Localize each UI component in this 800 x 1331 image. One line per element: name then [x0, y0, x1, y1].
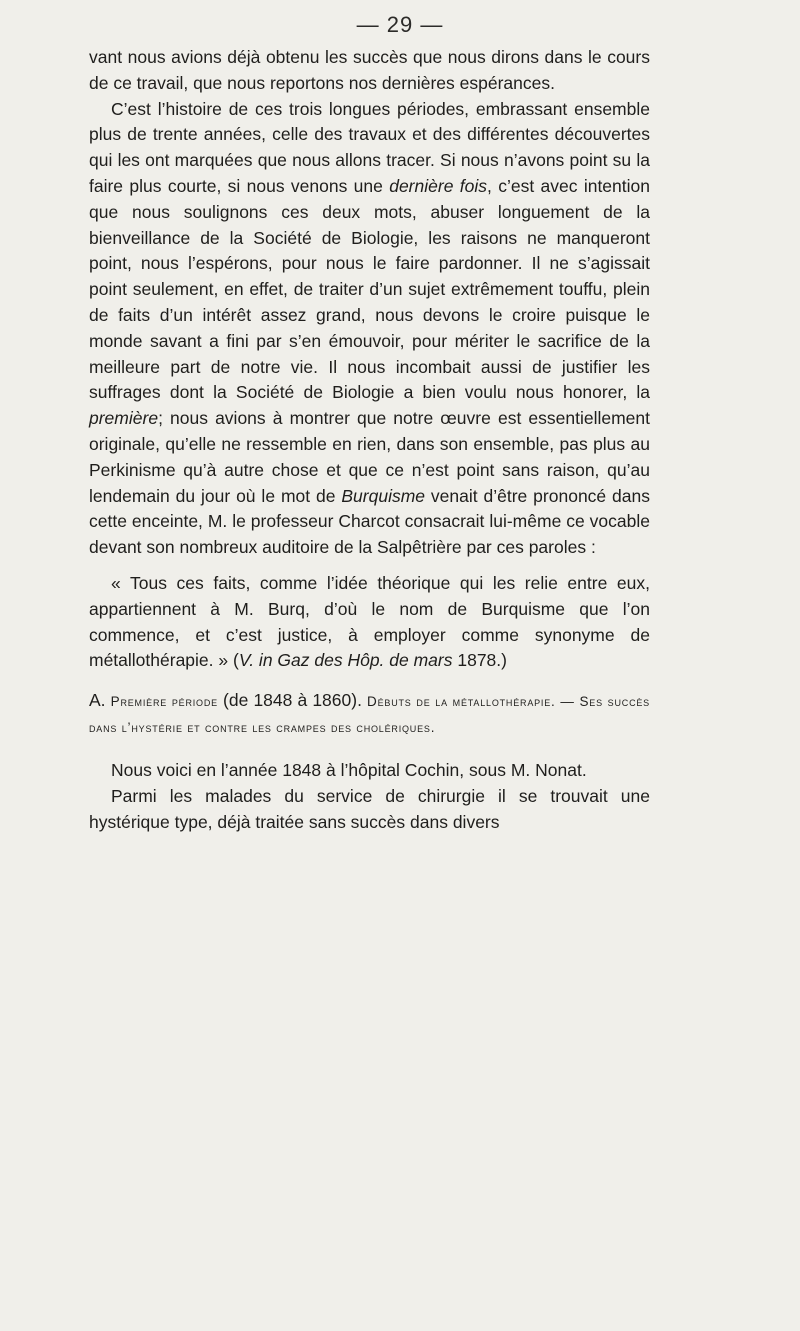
body-text: [89, 45, 650, 836]
section-dates: (de 1848 à 1860).: [217, 690, 368, 711]
paragraph-history-text-2: , c’est avec intention que nous soulignons ces deux mots, abuser longuement de la bienveillance de la Société de Biologie, les raisons ne manqueront point, nous l’espérons, pour nous le faire pardonner. Il ne s’agissait point seulement, en effet, de traiter d’un sujet extrêmement touffu, plein de faits d’un intérêt assez grand, nous devons le croire puisque le monde savant a fini par s’en émouvoir, pour mériter le sacrifice de la meilleure part de notre vie. Il nous incombait aussi de justifier les suffrages dont la Société de Biologie a bien voulu nous honorer, la: [89, 175, 650, 403]
paragraph-continuation: vant nous avions déjà obtenu les succès que nous dirons dans le cours de ce travail, que nous reportons nos dernières espérances.: [89, 47, 650, 93]
paragraph-malades: Parmi les malades du service de chirurgie il se trouvait une hystérique type, déjà traitée sans succès dans divers: [89, 785, 650, 832]
paragraph-history-text-1: C’est l’histoire de ces trois longues périodes, embrassant ensemble plus de trente années, celle des travaux et des différentes découvertes qui les ont marquées que nous allons tracer. Si nous n’avons point su la faire plus courte, si nous venons une: [89, 98, 650, 196]
section-title-debuts: Débuts de la métallothérapie. —: [367, 694, 580, 710]
emphasis-premiere: première: [89, 408, 159, 429]
section-title-period: Première période: [110, 694, 218, 710]
section-letter: A.: [89, 690, 111, 711]
section-heading-first-period: [89, 688, 650, 740]
quotation-ref-open: (: [228, 650, 239, 671]
page-number: — 29 —: [356, 12, 444, 37]
emphasis-derniere-fois: dernière fois: [389, 175, 487, 196]
section-title-succes: Ses succès dans l’hystérie et contre les crampes des cholériques.: [89, 694, 650, 736]
quotation-ref-year: 1878.): [452, 650, 507, 671]
emphasis-burquisme: Burquisme: [341, 485, 426, 506]
paragraph-history: [89, 97, 650, 561]
paragraph-cochin: Nous voici en l’année 1848 à l’hôpital Cochin, sous M. Nonat.: [111, 760, 587, 781]
paragraph-history-text-4: venait d’être prononcé dans cette enceinte, M. le professeur Charcot consacrait lui-même ce vocable devant son nombreux auditoire de la Salpêtrière par ces paroles :: [89, 485, 650, 558]
quotation-source: V. in Gaz des Hôp. de mars: [238, 650, 453, 671]
quotation-text: « Tous ces faits, comme l’idée théorique qui les relie entre eux, appartiennent à M. Burq, d’où le nom de Burquisme que l’on commence, et c’est justice, à employer comme synonyme de métallothérapie. »: [89, 572, 650, 671]
quotation-charcot: [89, 571, 650, 674]
paragraph-history-text-3: ; nous avions à montrer que notre œuvre est essentiellement originale, qu’elle ne ressemble en rien, dans son ensemble, pas plus au Perkinisme qu’à autre chose et que ce n’est point sans raison, qu’au lendemain du jour où le mot de: [89, 408, 650, 506]
